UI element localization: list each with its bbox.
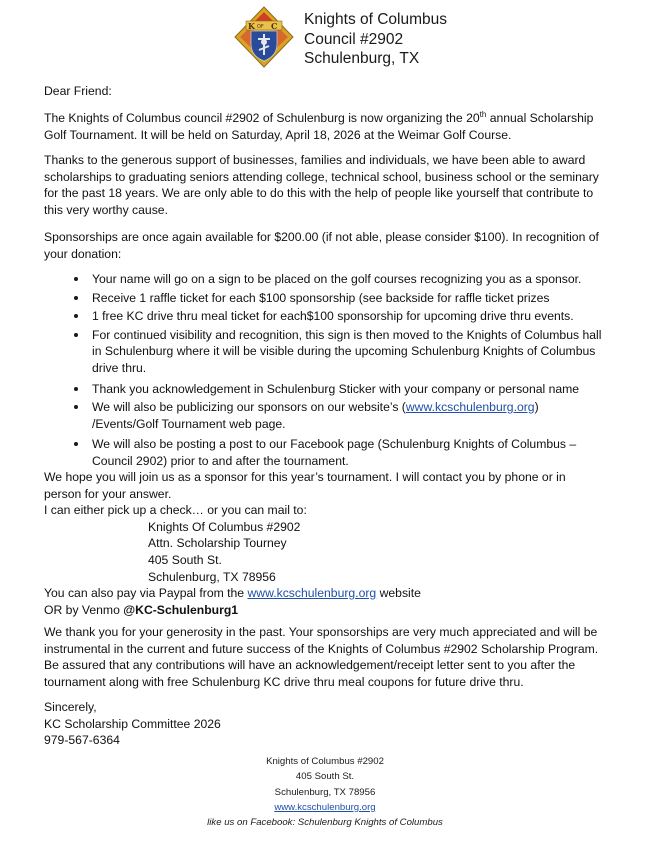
signer-name: KC Scholarship Committee 2026	[44, 716, 221, 731]
benefits-list	[44, 271, 604, 470]
bullet-icon	[74, 277, 78, 281]
bullet-icon	[74, 387, 78, 391]
footer-street: 405 South St.	[295, 771, 355, 783]
mailing-address	[44, 519, 604, 585]
venmo-text: OR by Venmo	[44, 602, 124, 617]
footer	[160, 754, 490, 830]
closing-text: We thank you for your generosity in the past. Your sponsorships are very much appreciated and will be instrumental in the current and future success of the Knights of Columbus #2902 Scholarship Program. Be assured that any contributions will have an acknowledgement/receipt letter sent to you after the tournament along with free Schulenburg KC drive thru meal coupons for future drive thru.	[44, 625, 599, 689]
venmo-line	[44, 602, 604, 619]
sponsorship-text: Sponsorships are once again available for $200.00 (if not able, please consider $100). In recognition of your donation:	[44, 230, 599, 261]
intro-text-1: The Knights of Columbus council #2902 of Schulenburg is now organizing the 20	[44, 111, 480, 125]
svg-text:K: K	[248, 21, 255, 31]
address-line: Schulenburg, TX 78956	[148, 569, 276, 584]
salutation	[44, 83, 604, 100]
list-item	[44, 290, 604, 307]
hope-paragraph	[44, 469, 604, 618]
knights-of-columbus-emblem-icon	[234, 6, 294, 68]
footer-city: Schulenburg, TX 78956	[274, 786, 376, 798]
bullet-icon	[74, 405, 78, 409]
benefit-text: For continued visibility and recognition, this sign is then moved to the Knights of Columbus hall in Schulenburg where it will be visible during the upcoming Schulenburg Knights of Columbus drive thru.	[92, 327, 602, 375]
website-link[interactable]: www.kcschulenburg.org	[405, 400, 535, 415]
list-item	[44, 399, 604, 432]
paypal-text: website	[376, 586, 421, 601]
thanks-paragraph	[44, 152, 604, 218]
benefit-text: We will also be posting a post to our Facebook page (Schulenburg Knights of Columbus – Council 2902) prior to and after the tournament.	[92, 437, 577, 468]
address-line: 405 South St.	[148, 552, 222, 567]
address-line: Knights Of Columbus #2902	[148, 519, 301, 534]
bullet-icon	[74, 333, 78, 337]
organization-name-block	[304, 10, 447, 69]
council-number: Council #2902	[304, 30, 404, 48]
footer-website-link[interactable]: www.kcschulenburg.org	[274, 801, 376, 813]
signoff-text: Sincerely,	[44, 700, 97, 714]
list-item	[44, 381, 604, 398]
salutation-text: Dear Friend:	[44, 84, 112, 98]
venmo-handle: @KC-Schulenburg1	[123, 602, 239, 617]
ordinal-suffix: th	[479, 110, 487, 119]
thanks-text: Thanks to the generous support of businesses, families and individuals, we have been able to award scholarships to graduating seniors attending college, technical school, business school or the seminary for the past 18 years. We are only able to do this with the help of people like yourself that contribute to this very worthy cause.	[44, 153, 599, 217]
benefit-text: ) /Events/Golf Tournament web page.	[92, 400, 539, 431]
signature-block	[44, 699, 604, 749]
list-item	[44, 308, 604, 325]
footer-facebook-text: like us on Facebook: Schulenburg Knights of Columbus	[207, 817, 443, 829]
bullet-icon	[74, 296, 78, 300]
svg-text:C: C	[271, 21, 278, 31]
paypal-website-link[interactable]: www.kcschulenburg.org	[247, 586, 377, 601]
sponsorship-paragraph	[44, 229, 604, 262]
benefit-text: Your name will go on a sign to be placed on the golf courses recognizing you as a sponsor.	[92, 272, 582, 286]
address-line: Attn. Scholarship Tourney	[148, 536, 287, 551]
bullet-icon	[74, 442, 78, 446]
intro-text-2: annual Scholarship Golf Tournament. It will be held on Saturday, April 18, 2026 at the Weimar Golf Course.	[44, 111, 594, 142]
list-item	[44, 327, 604, 377]
benefit-text: 1 free KC drive thru meal ticket for each$100 sponsorship for upcoming drive thru events.	[92, 309, 574, 324]
signer-phone: 979-567-6364	[44, 733, 120, 748]
list-item	[44, 271, 604, 288]
org-name: Knights of Columbus	[304, 11, 448, 28]
paypal-text: You can also pay via Paypal from the	[44, 586, 248, 601]
benefit-text: Thank you acknowledgement in Schulenburg Sticker with your company or personal name	[92, 381, 580, 396]
hope-text: We hope you will join us as a sponsor for this year’s tournament. I will contact you by phone or in person for your answer.	[44, 470, 566, 501]
pickup-text: I can either pick up a check… or you can mail to:	[44, 503, 307, 518]
intro-paragraph	[44, 110, 604, 143]
bullet-icon	[74, 314, 78, 318]
benefit-text: Receive 1 raffle ticket for each $100 sponsorship (see backside for raffle ticket prizes	[92, 290, 550, 305]
svg-text:OF: OF	[257, 24, 264, 30]
paypal-line	[44, 585, 604, 602]
org-location: Schulenburg, TX	[304, 50, 420, 67]
footer-org: Knights of Columbus #2902	[266, 756, 384, 767]
closing-paragraph	[44, 624, 604, 690]
list-item	[44, 436, 604, 469]
benefit-text: We will also be publicizing our sponsors on our website’s (	[92, 400, 406, 415]
